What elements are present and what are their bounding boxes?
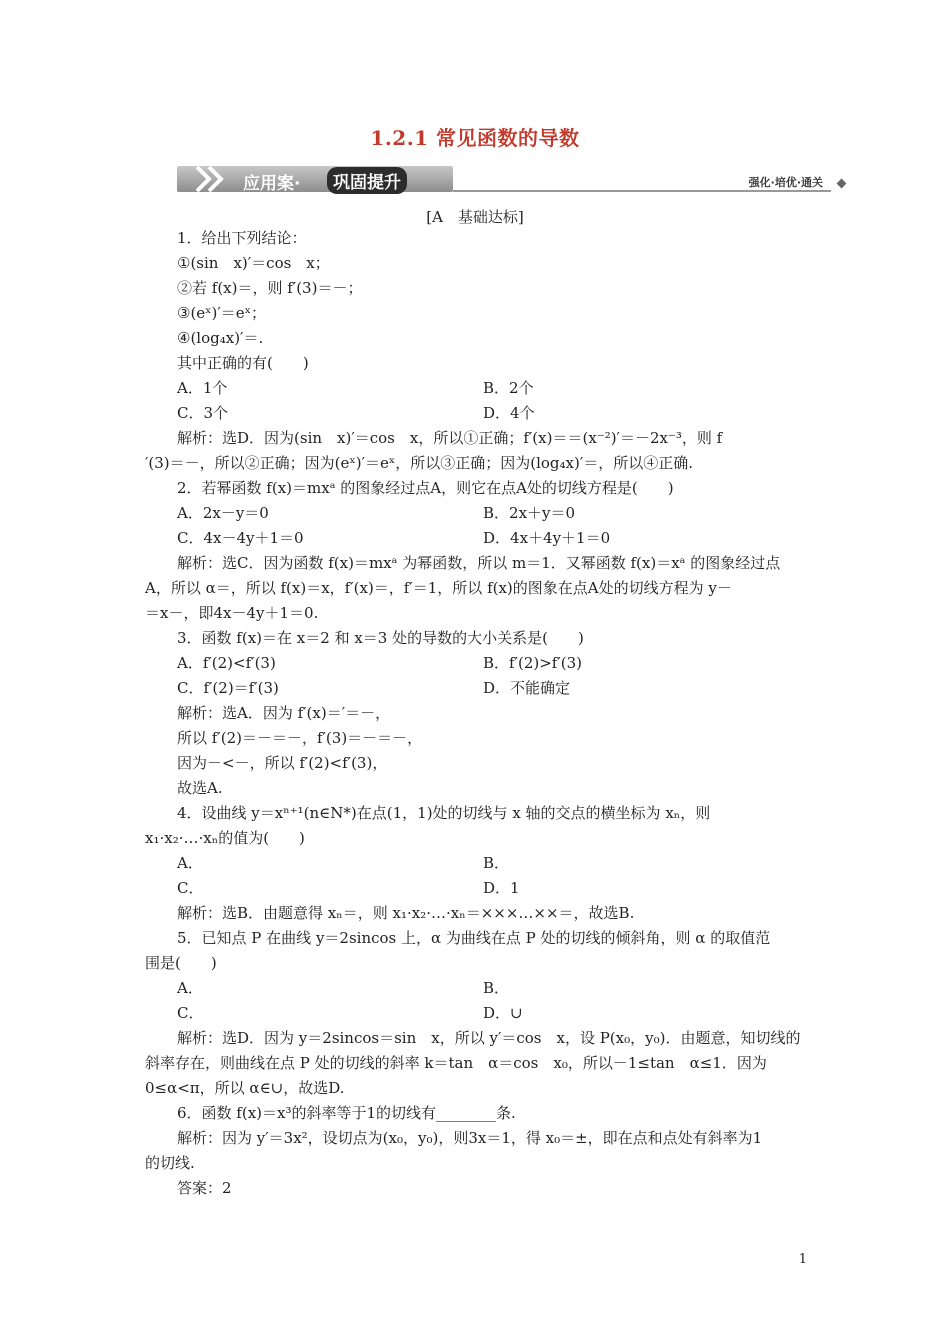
text-line: B．2个 — [483, 379, 534, 397]
text-line: 4．设曲线 y＝xⁿ⁺¹(n∈N*)在点(1，1)处的切线与 x 轴的交点的横坐标为 xₙ，则 — [177, 804, 711, 822]
text-line: 所以 f′(2)＝－＝－，f′(3)＝－＝－， — [177, 729, 423, 747]
banner-rule — [453, 190, 831, 192]
text-line: 其中正确的有( ) — [177, 354, 309, 372]
text-line: A．1个 — [177, 379, 228, 397]
banner-right-label: 强化·培优·通关 — [748, 176, 823, 189]
text-line: 故选A. — [177, 779, 223, 797]
text-line: 的切线. — [145, 1154, 195, 1172]
text-line: ＝x－，即4x－4y＋1＝0. — [145, 604, 319, 622]
text-line: D．∪ — [483, 1004, 523, 1022]
section-heading: [A 基础达标] — [426, 208, 524, 226]
text-line: x₁·x₂·…·xₙ的值为( ) — [145, 829, 305, 847]
text-line: 6．函数 f(x)＝x³的斜率等于1的切线有________条. — [177, 1104, 516, 1122]
text-line: 3．函数 f(x)＝在 x＝2 和 x＝3 处的导数的大小关系是( ) — [177, 629, 584, 647]
text-line: C． — [177, 1004, 204, 1022]
text-line: D．4x＋4y＋1＝0 — [483, 529, 611, 547]
banner-highlight-label: 巩固提升 — [327, 167, 407, 194]
text-line: ④(log₄x)′＝. — [177, 329, 264, 347]
diamond-icon — [837, 179, 847, 189]
text-line: 解析：选D．因为 y＝2sincos＝sin x，所以 y′＝cos x，设 P(x₀，y₀)．由题意，知切线的 — [177, 1029, 801, 1047]
chevron-right-icon — [193, 165, 237, 193]
text-line: D．4个 — [483, 404, 535, 422]
text-line: B． — [483, 979, 510, 997]
text-line: ②若 f(x)＝，则 f′(3)＝－； — [177, 279, 363, 297]
text-line: 围是( ) — [145, 954, 217, 972]
text-line: B．2x＋y＝0 — [483, 504, 576, 522]
text-line: C． — [177, 879, 204, 897]
text-line: A．f′(2)<f′(3) — [177, 654, 276, 672]
text-line: 2．若幂函数 f(x)＝mxᵃ 的图象经过点A，则它在点A处的切线方程是( ) — [177, 479, 674, 497]
text-line: B．f′(2)>f′(3) — [483, 654, 583, 672]
page-number: 1 — [798, 1252, 807, 1267]
text-line: 解析：选B．由题意得 xₙ＝，则 x₁·x₂·…·xₙ＝×××…××＝，故选B. — [177, 904, 635, 922]
text-line: 答案：2 — [177, 1179, 232, 1197]
text-line: A． — [177, 854, 203, 872]
text-line: A，所以 α＝，所以 f(x)＝x，f′(x)＝，f′＝1，所以 f(x)的图象在点A处的切线方程为 y－ — [145, 579, 732, 597]
section-banner — [177, 162, 849, 194]
text-line: 解析：选A．因为 f′(x)＝′＝－， — [177, 704, 391, 722]
text-line: 解析：选C．因为函数 f(x)＝mxᵃ 为幂函数，所以 m＝1．又幂函数 f(x)＝xᵃ 的图象经过点 — [177, 554, 781, 572]
text-line: 因为－<－，所以 f′(2)<f′(3)， — [177, 754, 388, 772]
banner-left-label: 应用案· — [243, 174, 301, 194]
text-line: 解析：因为 y′＝3x²，设切点为(x₀，y₀)，则3x＝1，得 x₀＝±，即在点和点处有斜率为1 — [177, 1129, 763, 1147]
text-line: A．2x－y＝0 — [177, 504, 269, 522]
text-line: 1．给出下列结论： — [177, 229, 307, 247]
text-line: D．1 — [483, 879, 520, 897]
text-line: 0≤α<π，所以 α∈∪，故选D. — [145, 1079, 345, 1097]
text-line: 5．已知点 P 在曲线 y＝2sincos 上，α 为曲线在点 P 处的切线的倾斜角，则 α 的取值范 — [177, 929, 771, 947]
text-line: 解析：选D．因为(sin x)′＝cos x，所以①正确；f′(x)＝＝(x⁻²)′＝－2x⁻³，则 f — [177, 429, 723, 447]
text-line: D．不能确定 — [483, 679, 571, 697]
text-line: C．4x－4y＋1＝0 — [177, 529, 304, 547]
text-line: A． — [177, 979, 203, 997]
page-title: 1.2.1 常见函数的导数 — [370, 126, 580, 150]
text-line: ′(3)＝－，所以②正确；因为(eˣ)′＝eˣ，所以③正确；因为(log₄x)′＝，所以④正确. — [145, 454, 694, 472]
text-line: C．3个 — [177, 404, 229, 422]
text-line: ①(sin x)′＝cos x； — [177, 254, 330, 272]
text-line: ③(eˣ)′＝eˣ； — [177, 304, 267, 322]
text-line: C．f′(2)＝f′(3) — [177, 679, 279, 697]
text-line: 斜率存在，则曲线在点 P 处的切线的斜率 k＝tan α＝cos x₀，所以－1≤tan α≤1．因为 — [145, 1054, 767, 1072]
text-line: B． — [483, 854, 510, 872]
